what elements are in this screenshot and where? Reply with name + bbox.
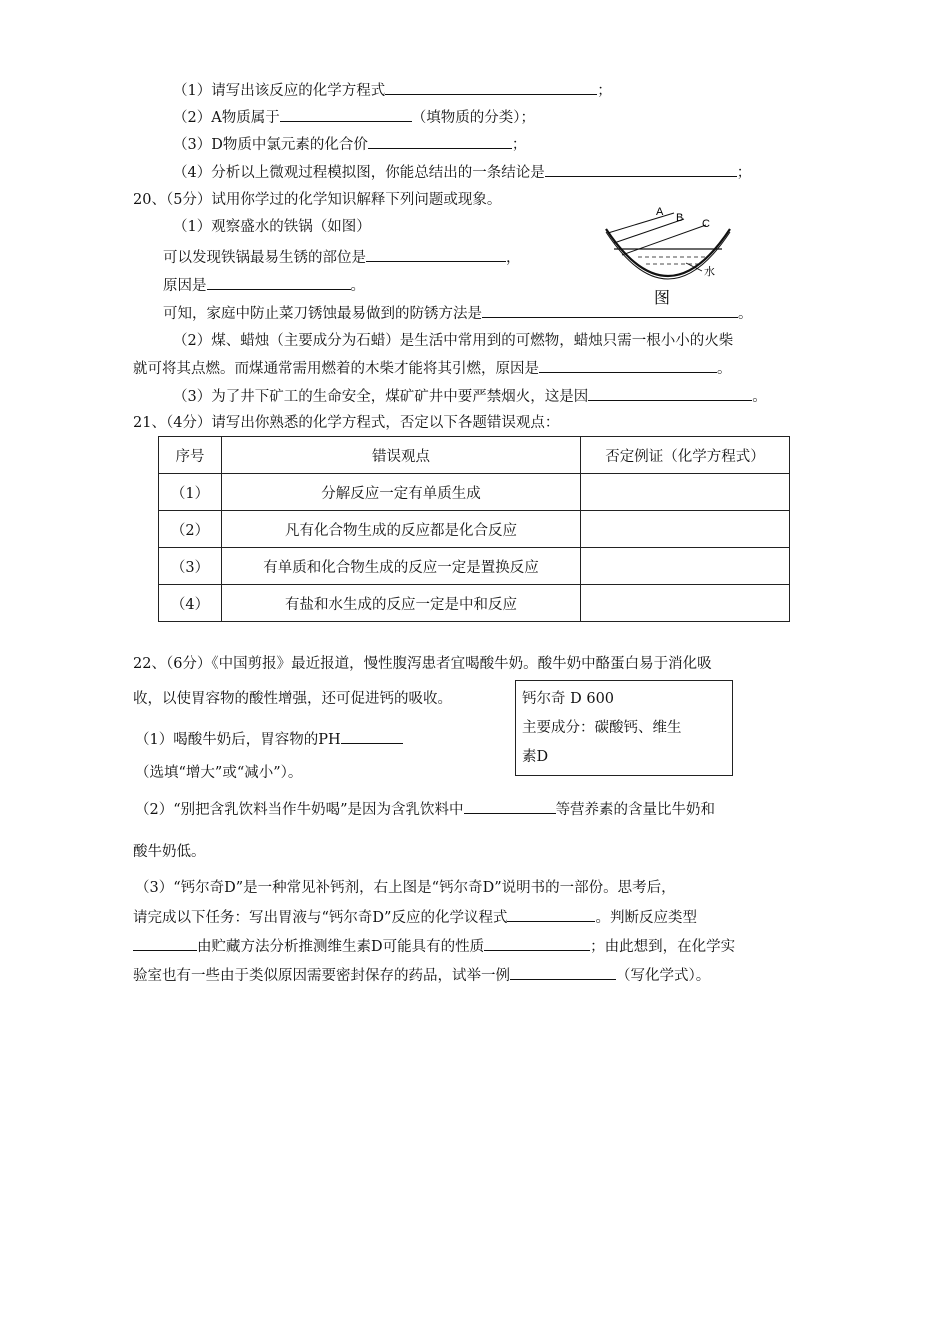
calcium-info-box (515, 680, 733, 776)
table-header-row (159, 437, 790, 474)
answer-blank[interactable] (545, 162, 737, 177)
q20-rust-line: 可以发现铁锅最易生锈的部位是 ， (163, 247, 521, 268)
figure-caption: 图 (654, 288, 671, 307)
row-answer-cell[interactable] (581, 585, 790, 622)
row-answer-cell[interactable] (581, 474, 790, 511)
q20-sub2-line2: 就可将其点燃。而煤通常需用燃着的木柴才能将其引燃，原因是 。 (133, 358, 732, 379)
answer-blank[interactable] (484, 936, 590, 951)
row-no: （3） (159, 548, 222, 585)
table-row (159, 474, 790, 511)
row-answer-cell[interactable] (581, 548, 790, 585)
answer-blank[interactable] (207, 275, 351, 290)
answer-blank[interactable] (280, 107, 412, 122)
row-no: （2） (159, 511, 222, 548)
col-header-view: 错误观点 (222, 437, 581, 474)
q22-sub3-line3: 由贮藏方法分析推测维生素D可能具有的性质 ；由此想到，在化学实 (133, 936, 735, 957)
q22-sub1-hint: （选填“增大”或“减小”）。 (135, 765, 303, 781)
q20-sub1: （1）观察盛水的铁锅（如图） (173, 219, 371, 235)
line-b (614, 219, 684, 243)
iron-pot-figure (598, 203, 738, 313)
q22-sub3-line2: 请完成以下任务：写出胃液与“钙尔奇D”反应的化学议程式 。判断反应类型 (133, 907, 697, 928)
answer-blank[interactable] (539, 358, 717, 373)
row-no: （4） (159, 585, 222, 622)
row-view: 凡有化合物生成的反应都是化合反应 (222, 511, 581, 548)
answer-blank[interactable] (464, 799, 556, 814)
q22-sub3-line1: （3）“钙尔奇D”是一种常见补钙剂，右上图是“钙尔奇D”说明书的一部份。思考后， (135, 880, 676, 896)
box-line: 钙尔奇 D 600 (522, 691, 615, 707)
q20-sub3: （3）为了井下矿工的生命安全，煤矿矿井中要严禁烟火，这是因 。 (173, 386, 767, 407)
q22-sub2: （2）“别把含乳饮料当作牛奶喝”是因为含乳饮料中 等营养素的含量比牛奶和 (135, 799, 715, 820)
answer-blank[interactable] (507, 907, 595, 922)
label-water: 水 (704, 265, 715, 278)
row-view: 有单质和化合物生成的反应一定是置换反应 (222, 548, 581, 585)
label-c: C (702, 218, 710, 230)
answer-blank[interactable] (385, 80, 597, 95)
q22-sub2-line2: 酸牛奶低。 (133, 844, 206, 860)
q19-sub2: （2）A物质属于 （填物质的分类）； (173, 107, 535, 128)
q19-sub1: （1）请写出该反应的化学方程式 ； (173, 80, 612, 101)
q22-line1: 22、（6分）《中国剪报》最近报道，慢性腹泻患者宜喝酸牛奶。酸牛奶中酪蛋白易于消化吸 (133, 656, 712, 672)
box-line: 素D (522, 749, 549, 765)
label-b: B (676, 212, 684, 224)
box-line: 主要成分：碳酸钙、维生 (522, 720, 682, 736)
q19-sub3: （3）D物质中氯元素的化合价 ； (173, 134, 526, 155)
q20-knife-line: 可知，家庭中防止菜刀锈蚀最易做到的防锈方法是 。 (163, 303, 753, 324)
col-header-example: 否定例证（化学方程式） (581, 437, 790, 474)
row-no: （1） (159, 474, 222, 511)
row-view: 有盐和水生成的反应一定是中和反应 (222, 585, 581, 622)
q21-table (158, 436, 790, 622)
answer-blank[interactable] (510, 965, 616, 980)
q22-sub1: （1）喝酸牛奶后，胃容物的PH (135, 729, 403, 750)
q20-reason-line: 原因是 。 (163, 275, 365, 296)
col-header-no: 序号 (159, 437, 222, 474)
table-row (159, 548, 790, 585)
label-a: A (656, 206, 664, 218)
table-row (159, 511, 790, 548)
line-a (608, 213, 674, 233)
line-c (622, 225, 706, 255)
q22-line2: 收，以使胃容物的酸性增强，还可促进钙的吸收。 (133, 691, 452, 707)
answer-blank[interactable] (368, 134, 512, 149)
q21-header: 21、（4分）请写出你熟悉的化学方程式，否定以下各题错误观点： (133, 415, 560, 431)
answer-blank[interactable] (133, 936, 197, 951)
q20-sub2-line1: （2）煤、蜡烛（主要成分为石蜡）是生活中常用到的可燃物，蜡烛只需一根小小的火柴 (173, 333, 734, 349)
q20-header: 20、（5分）试用你学过的化学知识解释下列问题或现象。 (133, 192, 502, 208)
table-row (159, 585, 790, 622)
q22-sub3-line4: 验室也有一些由于类似原因需要密封保存的药品，试举一例 （写化学式）。 (133, 965, 710, 986)
answer-blank[interactable] (366, 247, 506, 262)
row-view: 分解反应一定有单质生成 (222, 474, 581, 511)
answer-blank[interactable] (341, 729, 403, 744)
row-answer-cell[interactable] (581, 511, 790, 548)
answer-blank[interactable] (588, 386, 752, 401)
q19-sub4: （4）分析以上微观过程模拟图，你能总结出的一条结论是 ； (173, 162, 751, 183)
